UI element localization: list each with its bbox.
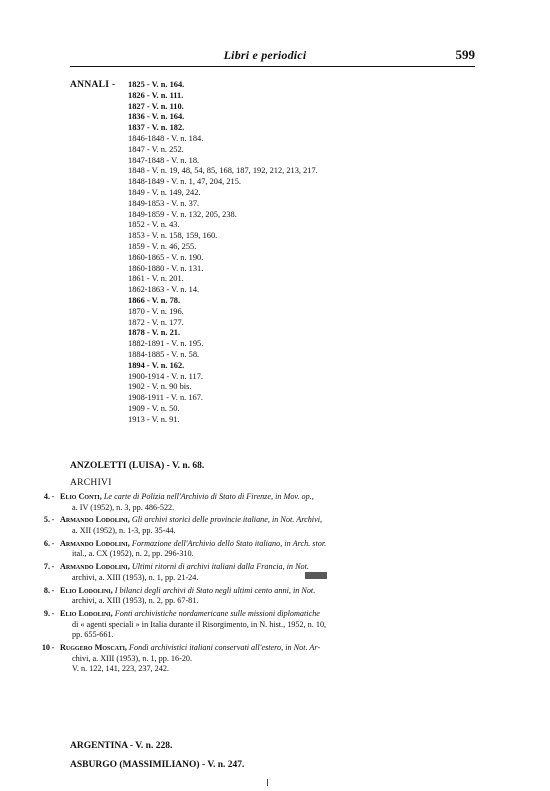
- annali-entry: 1908-1911 - V. n. 167.: [128, 393, 203, 403]
- annali-entry: 1878 - V. n. 21.: [128, 328, 181, 338]
- entry-continuation-line: a. XII (1952), n. 1-3, pp. 35-44.: [72, 525, 176, 535]
- entry-title: I bilanci degli archivi di Stato negli ultimi cento anni, in Not.: [114, 585, 316, 595]
- annali-entry: 1884-1885 - V. n. 58.: [128, 349, 200, 359]
- entry-text: [60, 609, 512, 641]
- annali-entry: 1913 - V. n. 91.: [128, 414, 180, 424]
- annali-entry: 1860-1865 - V. n. 190.: [128, 252, 204, 262]
- entry-author: Ruggero Moscati,: [60, 643, 127, 652]
- annali-entry: 1859 - V. n. 46, 255.: [128, 241, 197, 251]
- entry-title: Fonti archivistiche nordamericane sulle missioni diplomatiche: [114, 609, 320, 618]
- annali-entry: 1861 - V. n. 201.: [128, 274, 184, 284]
- entry-continuation-line: ital., a. CX (1952), n. 2, pp. 296-310.: [72, 549, 194, 559]
- annali-entry: 1894 - V. n. 162.: [128, 360, 185, 370]
- entry-dash: -: [51, 515, 55, 525]
- entry-title: Le carte di Polizia nell'Archivio di Stato di Firenze, in Mov. op.,: [103, 492, 314, 501]
- annali-entry: 1847-1848 - V. n. 18.: [128, 155, 200, 165]
- annali-entry: 1849-1859 - V. n. 132, 205, 238.: [128, 209, 237, 219]
- entry-dash: -: [51, 585, 55, 595]
- annali-entry: 1909 - V. n. 50.: [128, 403, 180, 413]
- annali-entry: 1827 - V. n. 110.: [128, 101, 184, 111]
- entry-continuation-line: pp. 655-661.: [72, 630, 114, 640]
- annali-entry: 1866 - V. n. 78.: [128, 295, 181, 305]
- entry-first-line: [60, 609, 512, 620]
- entry-title: Gli archivi storici delle provincie italiane, in Not. Archivi,: [131, 515, 323, 525]
- annali-entry: 1849 - V. n. 149, 242.: [128, 187, 201, 197]
- entry-continuation-line: a. IV (1952), n. 3, pp. 486-522.: [72, 502, 175, 512]
- entry-text: [60, 562, 512, 583]
- annali-entry: 1848-1849 - V. n. 1, 47, 204, 215.: [128, 177, 241, 187]
- annali-entry: 1846-1848 - V. n. 184.: [128, 133, 204, 143]
- annali-entry: 1848 - V. n. 19, 48, 54, 85, 168, 187, 192, 212, 213, 217.: [128, 166, 318, 176]
- annali-entry: 1825 - V. n. 164.: [128, 80, 185, 89]
- entry-dash: -: [51, 538, 55, 548]
- entry-author: Armando Lodolini,: [60, 538, 130, 548]
- header-rule: [70, 66, 475, 67]
- entry-text: [60, 586, 512, 607]
- index-entry-anzoletti: ANZOLETTI (LUISA) - V. n. 68.: [70, 461, 205, 471]
- entry-title: Ultimi ritorni di archivi italiani dalla Francia, in Not.: [131, 562, 309, 572]
- annali-entry: 1849-1853 - V. n. 37.: [128, 198, 200, 208]
- entry-continuation-line: di « agenti speciali » in Italia durante il Risorgimento, in N. hist., 1952, n. 10,: [72, 619, 327, 629]
- running-title: Libri e periodici: [223, 48, 307, 62]
- entry-number: 8.: [43, 585, 50, 595]
- entry-number: 9.: [43, 609, 50, 618]
- annali-list: [128, 80, 318, 426]
- entry-author: Elio Conti,: [60, 492, 102, 501]
- archivi-heading: ARCHIVI: [70, 478, 112, 488]
- entry-continuation-line: V. n. 122, 141, 223, 237, 242.: [72, 664, 169, 674]
- annali-label: ANNALI -: [70, 80, 116, 90]
- entry-author: Armando Lodolini,: [60, 562, 130, 572]
- index-entry-asburgo: ASBURGO (MASSIMILIANO) - V. n. 247.: [70, 760, 245, 770]
- entry-title: Formazione dell'Archivio dello Stato italiano, in Arch. stor.: [131, 538, 327, 548]
- entry-dash: -: [51, 609, 55, 618]
- entry-dash: -: [51, 562, 55, 572]
- entry-dash: -: [51, 643, 55, 652]
- entry-number: 6.: [43, 538, 50, 548]
- entry-number: 10: [41, 643, 50, 652]
- annali-entry: 1847 - V. n. 252.: [128, 144, 184, 154]
- annali-entry: 1836 - V. n. 164.: [128, 112, 185, 122]
- print-speck: [267, 779, 268, 786]
- entry-text: [60, 492, 512, 513]
- entry-first-line: [60, 492, 512, 503]
- annali-entry: 1882-1891 - V. n. 195.: [128, 339, 204, 349]
- entry-text: [60, 643, 512, 675]
- page-number: 599: [455, 47, 475, 62]
- entry-continuation-line: archivi, a. XIII (1953), n. 2, pp. 67-81.: [72, 596, 199, 606]
- entry-first-line: [60, 562, 512, 573]
- entry-text: [60, 539, 512, 560]
- entry-author: Armando Lodolini,: [60, 515, 130, 525]
- annali-entry: 1853 - V. n. 158, 159, 160.: [128, 231, 218, 241]
- index-entry-argentina: ARGENTINA - V. n. 228.: [70, 741, 173, 751]
- entry-number: 5.: [43, 515, 50, 525]
- annali-entry: 1826 - V. n. 111.: [128, 90, 184, 100]
- annali-entry: 1837 - V. n. 182.: [128, 123, 185, 133]
- annali-entry: 1872 - V. n. 177.: [128, 317, 184, 327]
- entry-dash: -: [51, 492, 55, 501]
- entry-first-line: [60, 515, 512, 526]
- entry-title: Fondi archivistici italiani conservati all'estero, in Not. Ar-: [129, 643, 321, 652]
- annali-entry: 1862-1863 - V. n. 14.: [128, 285, 200, 295]
- entry-first-line: [60, 643, 512, 654]
- annali-entry: 1900-1914 - V. n. 117.: [128, 371, 203, 381]
- running-header: [70, 46, 475, 70]
- entry-continuation-line: archivi, a. XIII (1953), n. 1, pp. 21-24.: [72, 572, 199, 582]
- entry-first-line: [60, 586, 512, 597]
- entry-author: Elio Lodolini,: [60, 585, 113, 595]
- annali-entry: 1852 - V. n. 43.: [128, 220, 180, 230]
- entry-author: Elio Lodolini,: [60, 609, 113, 618]
- entry-number: 4.: [43, 492, 50, 501]
- entry-number: 7.: [43, 562, 50, 572]
- annali-entry: 1860-1880 - V. n. 131.: [128, 263, 204, 273]
- entry-first-line: [60, 539, 512, 550]
- annali-entry: 1870 - V. n. 196.: [128, 306, 184, 316]
- entry-text: [60, 515, 512, 536]
- ink-stain: [305, 572, 327, 579]
- entry-continuation-line: chivi, a. XIII (1953), n. 1, pp. 16-20.: [72, 653, 193, 663]
- annali-entry: 1902 - V. n. 90 bis.: [128, 382, 192, 392]
